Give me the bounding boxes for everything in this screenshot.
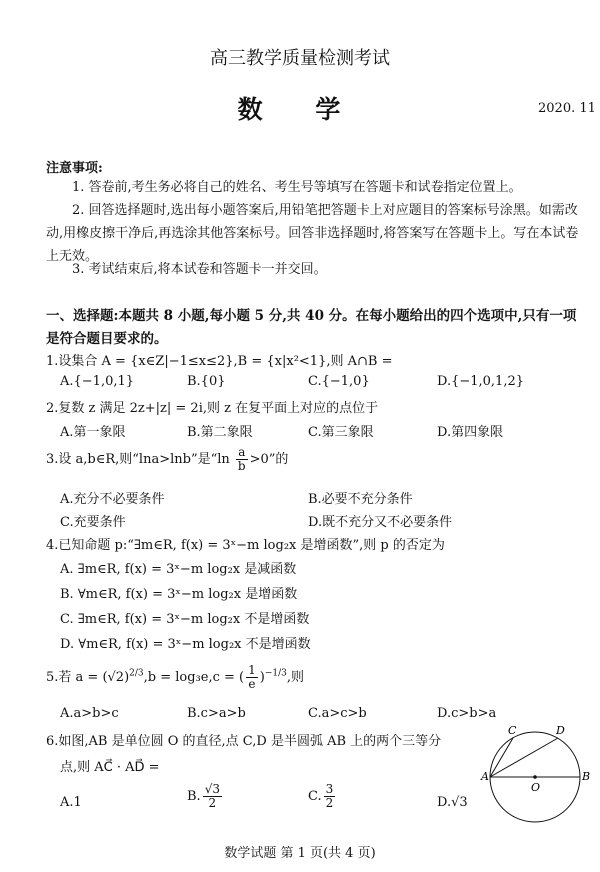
q5-exponent-c: −1/3 xyxy=(264,668,287,679)
label-c: C xyxy=(508,724,517,737)
q1-option-d: D.{−1,0,1,2} xyxy=(437,374,525,389)
q4-option-b: B. ∀m∈R, f(x) = 3ˣ−m log₂x 是增函数 xyxy=(60,587,298,602)
q4-option-a: A. ∃m∈R, f(x) = 3ˣ−m log₂x 是减函数 xyxy=(60,562,297,577)
q6-option-c-numerator: 3 xyxy=(325,782,334,796)
q6-option-c-denominator: 2 xyxy=(325,796,334,810)
q5-fraction-denominator: e xyxy=(248,677,256,691)
q6-option-a: A.1 xyxy=(60,795,82,810)
q6-option-b-denominator: 2 xyxy=(208,796,217,810)
q6-option-b-fraction xyxy=(203,783,222,810)
q5-stem-part-d: ,则 xyxy=(286,670,304,685)
q3-fraction xyxy=(236,446,248,473)
label-d: D xyxy=(556,724,565,737)
exam-title: 高三教学质量检测考试 xyxy=(210,48,390,69)
q5-fraction xyxy=(246,664,258,691)
notice-item-1: 1. 答卷前,考生务必将自己的姓名、考生号等填写在答题卡和试卷指定位置上。 xyxy=(72,180,522,195)
q5-option-b: B.c>a>b xyxy=(187,706,246,721)
question-2-stem: 2.复数 z 满足 2z+|z| = 2i,则 z 在复平面上对应的点位于 xyxy=(46,401,379,416)
question-6-stem-line-1: 6.如图,AB 是单位圆 O 的直径,点 C,D 是半圆弧 AB 上的两个三等分 xyxy=(46,734,442,749)
q6-option-c-prefix: C. xyxy=(308,789,322,804)
q6-option-d: D.√3 xyxy=(437,795,468,810)
q6-option-b-prefix: B. xyxy=(187,789,201,804)
q2-option-d: D.第四象限 xyxy=(437,425,504,440)
q3-option-d: D.既不充分又不必要条件 xyxy=(308,515,453,530)
q5-option-a: A.a>b>c xyxy=(60,706,119,721)
q1-option-c: C.{−1,0} xyxy=(308,374,370,389)
q5-fraction-numerator: 1 xyxy=(248,663,256,677)
notice-item-3: 3. 考试结束后,将本试卷和答题卡一并交回。 xyxy=(72,262,327,277)
q5-stem-part-c: ) xyxy=(259,670,265,685)
unit-circle-figure xyxy=(480,720,590,830)
notice-heading: 注意事项: xyxy=(46,161,103,176)
center-point-o xyxy=(533,775,537,779)
section-title: 一、选择题:本题共 8 小题,每小题 5 分,共 40 分。在每小题给出的四个选项中,只有一项是符合题目要求的。 xyxy=(46,308,577,347)
q5-stem-part-b: ,b = log₃e,c = ( xyxy=(143,670,245,685)
q3-fraction-numerator: a xyxy=(236,446,248,460)
subject-title: 数 学 xyxy=(237,95,363,124)
question-3-stem xyxy=(46,446,288,473)
notice-item-2: 2. 回答选择题时,选出每小题答案后,用铅笔把答题卡上对应题目的答案标号涂黑。如需改动,用橡皮擦干净后,再选涂其他答案标号。回答非选择题时,将答案写在答题卡上。写在本试卷上无效。 xyxy=(46,203,579,264)
question-4-stem: 4.已知命题 p:“∃m∈R, f(x) = 3ˣ−m log₂x 是增函数”,则 p 的否定为 xyxy=(46,538,445,553)
question-1-stem: 1.设集合 A = {x∈Z|−1≤x≤2},B = {x|x²<1},则 A∩B = xyxy=(46,354,393,369)
question-6-stem-line-2: 点,则 AC⃗ · AD⃗ = xyxy=(60,760,160,775)
q5-option-c: C.a>c>b xyxy=(308,706,367,721)
q2-option-b: B.第二象限 xyxy=(187,425,253,440)
q2-option-a: A.第一象限 xyxy=(60,425,126,440)
exam-date: 2020. 11 xyxy=(538,101,596,116)
chord-ad xyxy=(490,738,558,777)
label-b: B xyxy=(582,770,590,783)
q3-option-c: C.充要条件 xyxy=(60,515,126,530)
q1-option-b: B.{0} xyxy=(187,374,226,389)
q5-stem-part-a: 5.若 a = (√2) xyxy=(46,670,130,685)
q3-option-b: B.必要不充分条件 xyxy=(308,492,413,507)
q6-option-c xyxy=(308,783,337,810)
chord-ac xyxy=(490,738,513,777)
q3-stem-part-a: 3.设 a,b∈R,则“lna>lnb”是“ln xyxy=(46,452,230,467)
q2-option-c: C.第三象限 xyxy=(308,425,374,440)
label-a: A xyxy=(481,770,489,783)
question-5-stem xyxy=(46,664,304,691)
q4-option-d: D. ∀m∈R, f(x) = 3ˣ−m log₂x 不是增函数 xyxy=(60,637,311,652)
q5-exponent-a: 2/3 xyxy=(129,668,144,679)
label-o: O xyxy=(531,781,541,794)
q1-option-a: A.{−1,0,1} xyxy=(60,374,135,389)
q5-option-d: D.c>b>a xyxy=(437,706,497,721)
q3-stem-part-b: >0”的 xyxy=(249,452,289,467)
q6-option-b-numerator: √3 xyxy=(204,782,220,796)
q6-option-b xyxy=(187,783,224,810)
q6-option-c-fraction xyxy=(324,783,336,810)
q3-option-a: A.充分不必要条件 xyxy=(60,492,165,507)
q3-fraction-denominator: b xyxy=(237,459,246,473)
q4-option-c: C. ∃m∈R, f(x) = 3ˣ−m log₂x 不是增函数 xyxy=(60,612,310,627)
page-footer: 数学试题 第 1 页(共 4 页) xyxy=(224,846,376,861)
